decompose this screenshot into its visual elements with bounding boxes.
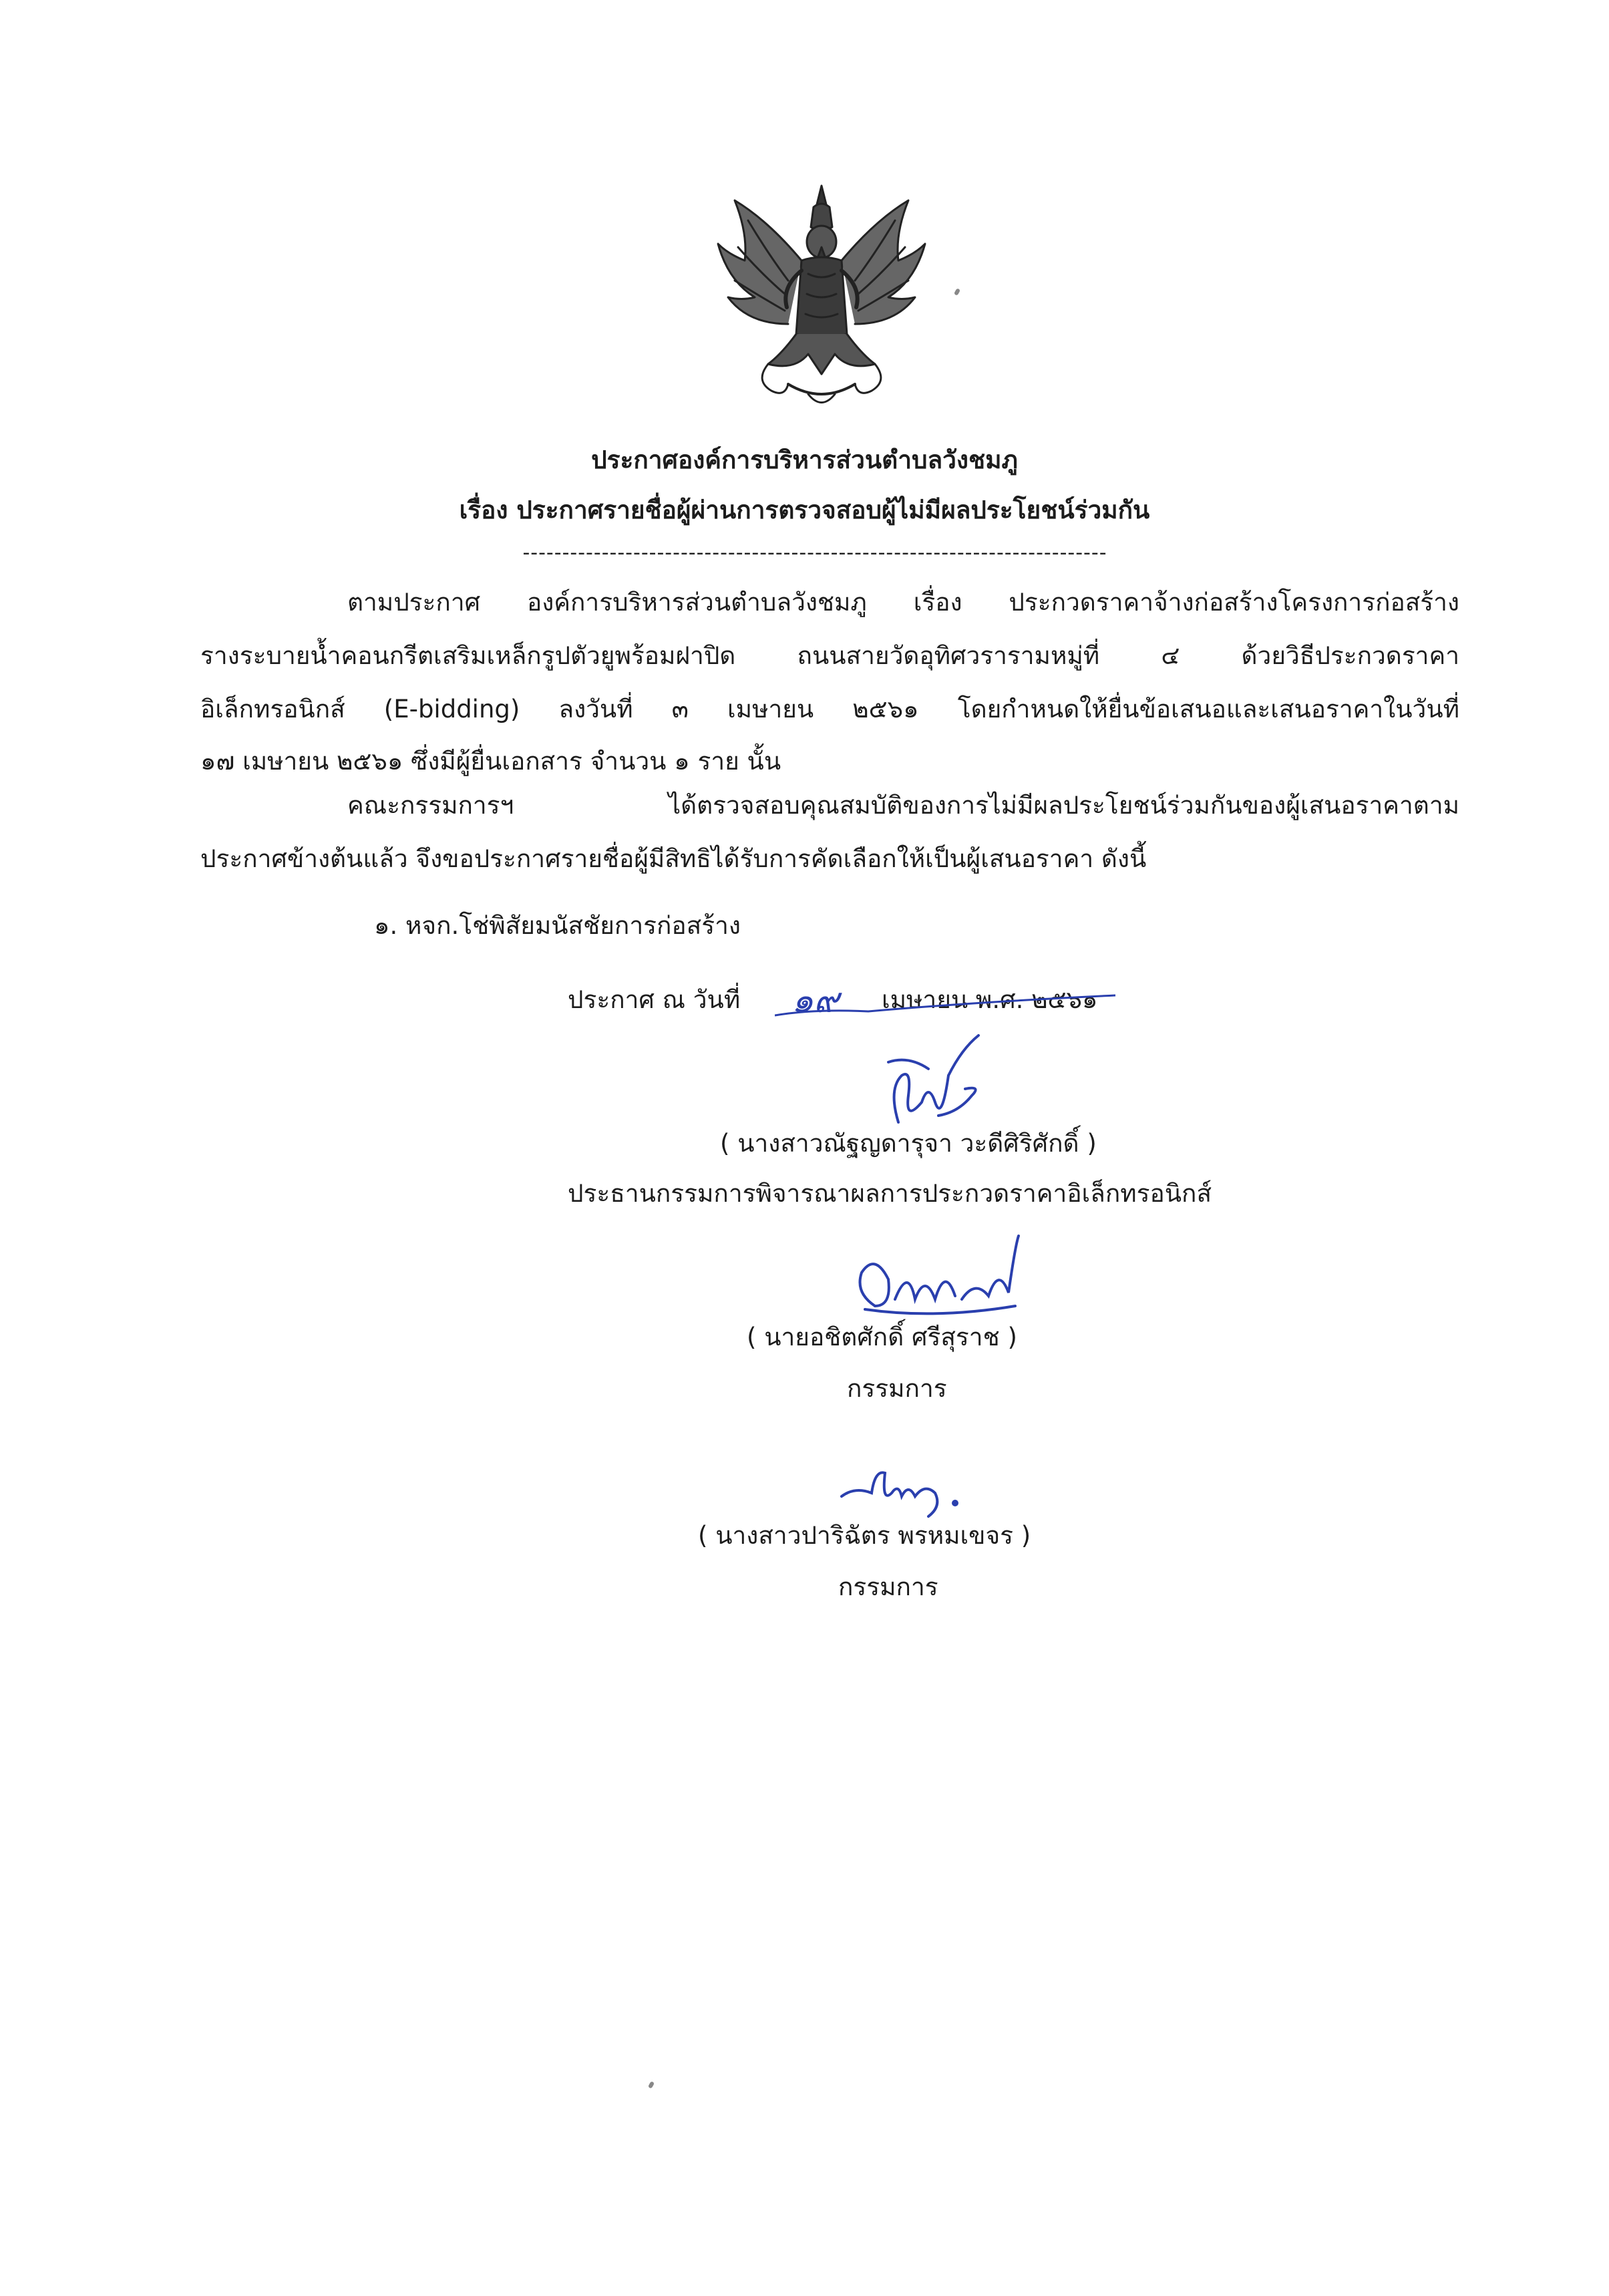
- signatory-2-position: กรรมการ: [847, 1374, 947, 1403]
- paragraph-1-line-4: ๑๗ เมษายน ๒๕๖๑ ซึ่งมีผู้ยื่นเอกสาร จำนวน ๑ ราย นั้น: [200, 747, 781, 776]
- signature-2: [848, 1226, 1035, 1333]
- signature-1: [862, 1022, 995, 1142]
- signatory-3-name: ( นางสาวปาริฉัตร พรหมเขจร ): [698, 1521, 1031, 1550]
- list-item-1: ๑. หจก.โช่พิสัยมนัสชัยการก่อสร้าง: [374, 911, 741, 940]
- scan-speck: [954, 288, 960, 296]
- announcement-date-day: ๑๙: [791, 981, 840, 1021]
- scan-speck: [648, 2081, 655, 2089]
- signatory-1-name: ( นางสาวณัฐญดารุจา วะดีศิริศักดิ์ ): [720, 1129, 1097, 1158]
- document-subject: เรื่อง ประกาศรายชื่อผู้ผ่านการตรวจสอบผู้ไม่มีผลประโยชน์ร่วมกัน: [459, 496, 1150, 524]
- signatory-1-position: ประธานกรรมการพิจารณาผลการประกวดราคาอิเล็กทรอนิกส์: [568, 1179, 1212, 1208]
- announcement-date-suffix: เมษายน พ.ศ. ๒๕๖๑: [882, 985, 1098, 1014]
- paragraph-2-line-1: คณะกรรมการฯ ได้ตรวจสอบคุณสมบัติของการไม่มีผลประโยชน์ร่วมกันของผู้เสนอราคาตาม: [347, 791, 1459, 820]
- announcement-date-prefix: ประกาศ ณ วันที่: [568, 985, 741, 1014]
- title-divider: --------------------------------------------------------------------------: [522, 541, 1107, 564]
- garuda-emblem-icon: [708, 180, 935, 414]
- paragraph-2-line-2: ประกาศข้างต้นแล้ว จึงขอประกาศรายชื่อผู้มีสิทธิได้รับการคัดเลือกให้เป็นผู้เสนอราคา ดังนี้: [200, 844, 1147, 873]
- paragraph-1-line-3: อิเล็กทรอนิกส์ (E-bidding) ลงวันที่ ๓ เมษายน ๒๕๖๑ โดยกำหนดให้ยื่นข้อเสนอและเสนอราคาในวันที่: [200, 695, 1459, 723]
- signature-3: [835, 1456, 968, 1530]
- paragraph-1-line-2: รางระบายน้ำคอนกรีตเสริมเหล็กรูปตัวยูพร้อมฝาปิด ถนนสายวัดอุทิศวรารามหมู่ที่ ๔ ด้วยวิธีประกวดราคา: [200, 641, 1459, 670]
- signatory-2-name: ( นายอชิตศักดิ์ ศรีสุราช ): [747, 1323, 1017, 1351]
- document-title: ประกาศองค์การบริหารส่วนตำบลวังชมภู: [591, 446, 1018, 474]
- signatory-3-position: กรรมการ: [838, 1573, 938, 1601]
- paragraph-1-line-1: ตามประกาศ องค์การบริหารส่วนตำบลวังชมภู เรื่อง ประกวดราคาจ้างก่อสร้างโครงการก่อสร้าง: [347, 588, 1459, 617]
